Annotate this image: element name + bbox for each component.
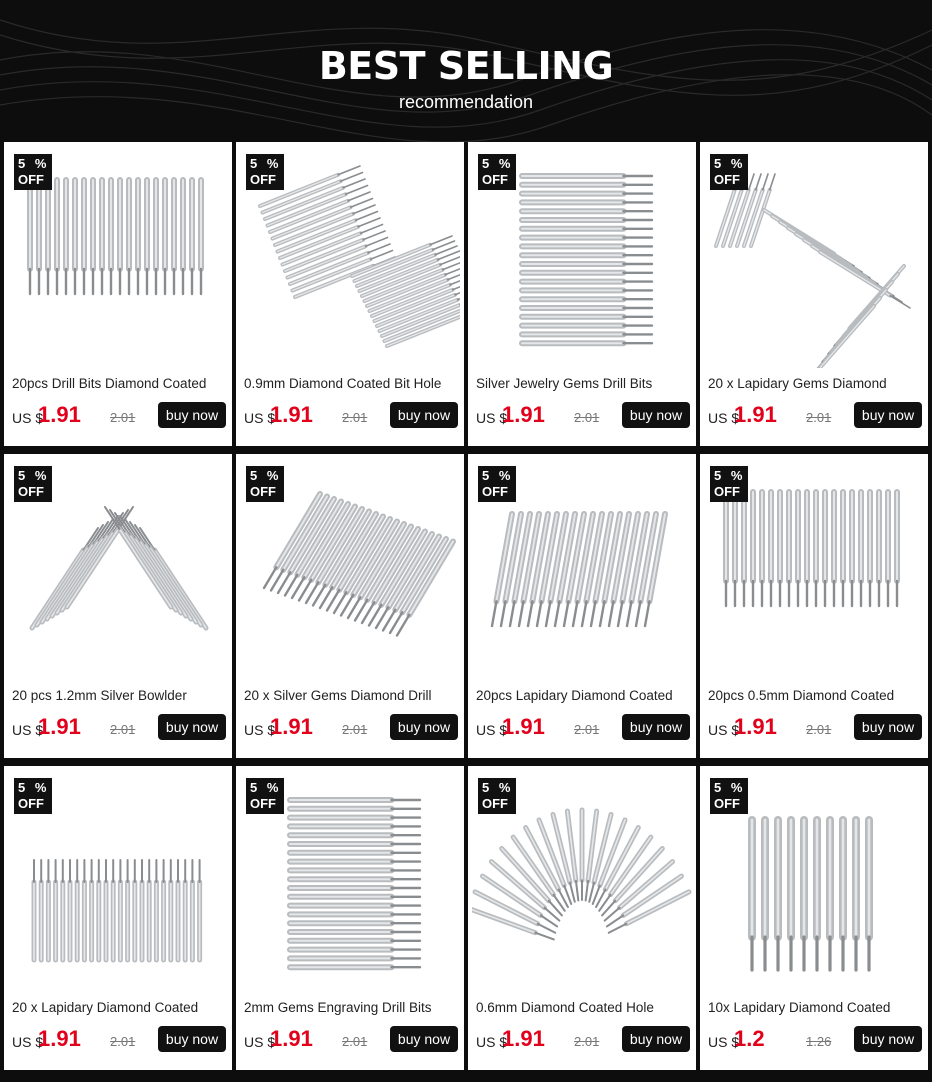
currency-label: US $ bbox=[12, 1034, 44, 1050]
buy-now-button[interactable]: buy now bbox=[390, 1026, 458, 1052]
discount-percent: 5 % bbox=[714, 780, 746, 795]
discount-percent: 5 % bbox=[250, 156, 282, 171]
buy-now-button[interactable]: buy now bbox=[390, 714, 458, 740]
current-price: 1.91 bbox=[502, 1026, 545, 1051]
original-price: 2.01 bbox=[574, 410, 600, 425]
original-price: 2.01 bbox=[110, 410, 136, 425]
drill-bits-icon bbox=[704, 355, 924, 372]
current-price: 1.91 bbox=[270, 714, 313, 739]
drill-bits-icon bbox=[8, 667, 228, 684]
product-card[interactable] bbox=[700, 454, 928, 758]
original-price: 2.01 bbox=[806, 722, 832, 737]
buy-now-button[interactable]: buy now bbox=[854, 1026, 922, 1052]
current-price: 1.91 bbox=[734, 714, 777, 739]
discount-badge bbox=[14, 466, 52, 502]
price-row bbox=[708, 1024, 924, 1056]
price-row bbox=[12, 712, 228, 744]
drill-bits-icon bbox=[8, 979, 228, 996]
product-title[interactable]: 10x Lapidary Diamond Coated bbox=[708, 1000, 891, 1015]
discount-percent: 5 % bbox=[482, 156, 514, 171]
price-row bbox=[12, 400, 228, 432]
product-title[interactable]: 20pcs Lapidary Diamond Coated bbox=[476, 688, 673, 703]
discount-off-label: OFF bbox=[250, 796, 276, 811]
price-row bbox=[476, 712, 692, 744]
current-price: 1.91 bbox=[502, 402, 545, 427]
price-row bbox=[244, 400, 460, 432]
current-price: 1.2 bbox=[734, 1026, 765, 1051]
price-row bbox=[476, 400, 692, 432]
discount-badge bbox=[246, 778, 284, 814]
product-card[interactable] bbox=[4, 766, 232, 1070]
original-price: 2.01 bbox=[806, 410, 832, 425]
discount-percent: 5 % bbox=[18, 156, 50, 171]
discount-badge bbox=[478, 778, 516, 814]
page-subtitle: recommendation bbox=[398, 92, 534, 112]
discount-badge bbox=[710, 154, 748, 190]
price-row bbox=[12, 1024, 228, 1056]
discount-badge bbox=[14, 778, 52, 814]
product-title[interactable]: 20 pcs 1.2mm Silver Bowlder bbox=[12, 688, 187, 703]
discount-percent: 5 % bbox=[482, 780, 514, 795]
discount-badge bbox=[478, 154, 516, 190]
currency-label: US $ bbox=[708, 410, 740, 426]
discount-badge bbox=[246, 154, 284, 190]
buy-now-button[interactable]: buy now bbox=[622, 1026, 690, 1052]
original-price: 2.01 bbox=[342, 722, 368, 737]
current-price: 1.91 bbox=[502, 714, 545, 739]
product-card[interactable] bbox=[236, 454, 464, 758]
buy-now-button[interactable]: buy now bbox=[158, 714, 226, 740]
product-title[interactable]: 20pcs Drill Bits Diamond Coated bbox=[12, 376, 207, 391]
page-header bbox=[0, 0, 932, 140]
original-price: 2.01 bbox=[110, 1034, 136, 1049]
product-title[interactable]: 20 x Silver Gems Diamond Drill bbox=[244, 688, 432, 703]
product-card[interactable] bbox=[700, 142, 928, 446]
product-card[interactable] bbox=[4, 142, 232, 446]
discount-percent: 5 % bbox=[250, 468, 282, 483]
discount-off-label: OFF bbox=[714, 796, 740, 811]
discount-off-label: OFF bbox=[18, 796, 44, 811]
product-title[interactable]: 0.6mm Diamond Coated Hole bbox=[476, 1000, 654, 1015]
buy-now-button[interactable]: buy now bbox=[390, 402, 458, 428]
original-price: 2.01 bbox=[574, 722, 600, 737]
drill-bits-icon bbox=[472, 979, 692, 996]
product-card[interactable] bbox=[468, 142, 696, 446]
product-card[interactable] bbox=[700, 766, 928, 1070]
drill-bits-icon bbox=[704, 667, 924, 684]
discount-percent: 5 % bbox=[250, 780, 282, 795]
drill-bits-icon bbox=[8, 355, 228, 372]
product-title[interactable]: 20 x Lapidary Diamond Coated bbox=[12, 1000, 199, 1015]
product-title[interactable]: 2mm Gems Engraving Drill Bits bbox=[244, 1000, 432, 1015]
product-card[interactable] bbox=[468, 454, 696, 758]
page-title: BEST SELLING bbox=[318, 44, 614, 88]
product-title[interactable]: 0.9mm Diamond Coated Bit Hole bbox=[244, 376, 442, 391]
discount-badge bbox=[478, 466, 516, 502]
discount-badge bbox=[710, 778, 748, 814]
currency-label: US $ bbox=[708, 1034, 740, 1050]
buy-now-button[interactable]: buy now bbox=[854, 714, 922, 740]
discount-percent: 5 % bbox=[18, 780, 50, 795]
currency-label: US $ bbox=[244, 1034, 276, 1050]
price-row bbox=[476, 1024, 692, 1056]
discount-off-label: OFF bbox=[714, 172, 740, 187]
buy-now-button[interactable]: buy now bbox=[622, 714, 690, 740]
buy-now-button[interactable]: buy now bbox=[854, 402, 922, 428]
drill-bits-icon bbox=[472, 355, 692, 372]
discount-percent: 5 % bbox=[482, 468, 514, 483]
currency-label: US $ bbox=[244, 722, 276, 738]
price-row bbox=[708, 712, 924, 744]
discount-badge bbox=[710, 466, 748, 502]
product-card[interactable] bbox=[236, 766, 464, 1070]
discount-off-label: OFF bbox=[714, 484, 740, 499]
currency-label: US $ bbox=[12, 722, 44, 738]
current-price: 1.91 bbox=[734, 402, 777, 427]
currency-label: US $ bbox=[476, 410, 508, 426]
currency-label: US $ bbox=[476, 722, 508, 738]
product-title[interactable]: 20pcs 0.5mm Diamond Coated bbox=[708, 688, 895, 703]
price-row bbox=[708, 400, 924, 432]
price-row bbox=[244, 712, 460, 744]
currency-label: US $ bbox=[12, 410, 44, 426]
current-price: 1.91 bbox=[270, 402, 313, 427]
discount-off-label: OFF bbox=[482, 796, 508, 811]
drill-bits-icon bbox=[240, 355, 460, 372]
current-price: 1.91 bbox=[38, 714, 81, 739]
discount-off-label: OFF bbox=[482, 172, 508, 187]
discount-percent: 5 % bbox=[714, 468, 746, 483]
buy-now-button[interactable]: buy now bbox=[158, 402, 226, 428]
discount-off-label: OFF bbox=[250, 484, 276, 499]
current-price: 1.91 bbox=[38, 1026, 81, 1051]
currency-label: US $ bbox=[244, 410, 276, 426]
product-title[interactable]: Silver Jewelry Gems Drill Bits bbox=[476, 376, 653, 391]
discount-off-label: OFF bbox=[18, 484, 44, 499]
original-price: 2.01 bbox=[342, 410, 368, 425]
current-price: 1.91 bbox=[270, 1026, 313, 1051]
original-price: 2.01 bbox=[342, 1034, 368, 1049]
product-card[interactable] bbox=[236, 142, 464, 446]
product-card[interactable] bbox=[4, 454, 232, 758]
drill-bits-icon bbox=[240, 667, 460, 684]
currency-label: US $ bbox=[708, 722, 740, 738]
currency-label: US $ bbox=[476, 1034, 508, 1050]
drill-bits-icon bbox=[240, 979, 460, 996]
discount-off-label: OFF bbox=[482, 484, 508, 499]
drill-bits-icon bbox=[472, 667, 692, 684]
drill-bits-icon bbox=[704, 979, 924, 996]
buy-now-button[interactable]: buy now bbox=[622, 402, 690, 428]
discount-percent: 5 % bbox=[18, 468, 50, 483]
buy-now-button[interactable]: buy now bbox=[158, 1026, 226, 1052]
original-price: 2.01 bbox=[110, 722, 136, 737]
current-price: 1.91 bbox=[38, 402, 81, 427]
product-card[interactable] bbox=[468, 766, 696, 1070]
price-row bbox=[244, 1024, 460, 1056]
original-price: 1.26 bbox=[806, 1034, 832, 1049]
discount-badge bbox=[14, 154, 52, 190]
discount-off-label: OFF bbox=[250, 172, 276, 187]
original-price: 2.01 bbox=[574, 1034, 600, 1049]
discount-badge bbox=[246, 466, 284, 502]
product-title[interactable]: 20 x Lapidary Gems Diamond bbox=[708, 376, 887, 391]
discount-off-label: OFF bbox=[18, 172, 44, 187]
discount-percent: 5 % bbox=[714, 156, 746, 171]
